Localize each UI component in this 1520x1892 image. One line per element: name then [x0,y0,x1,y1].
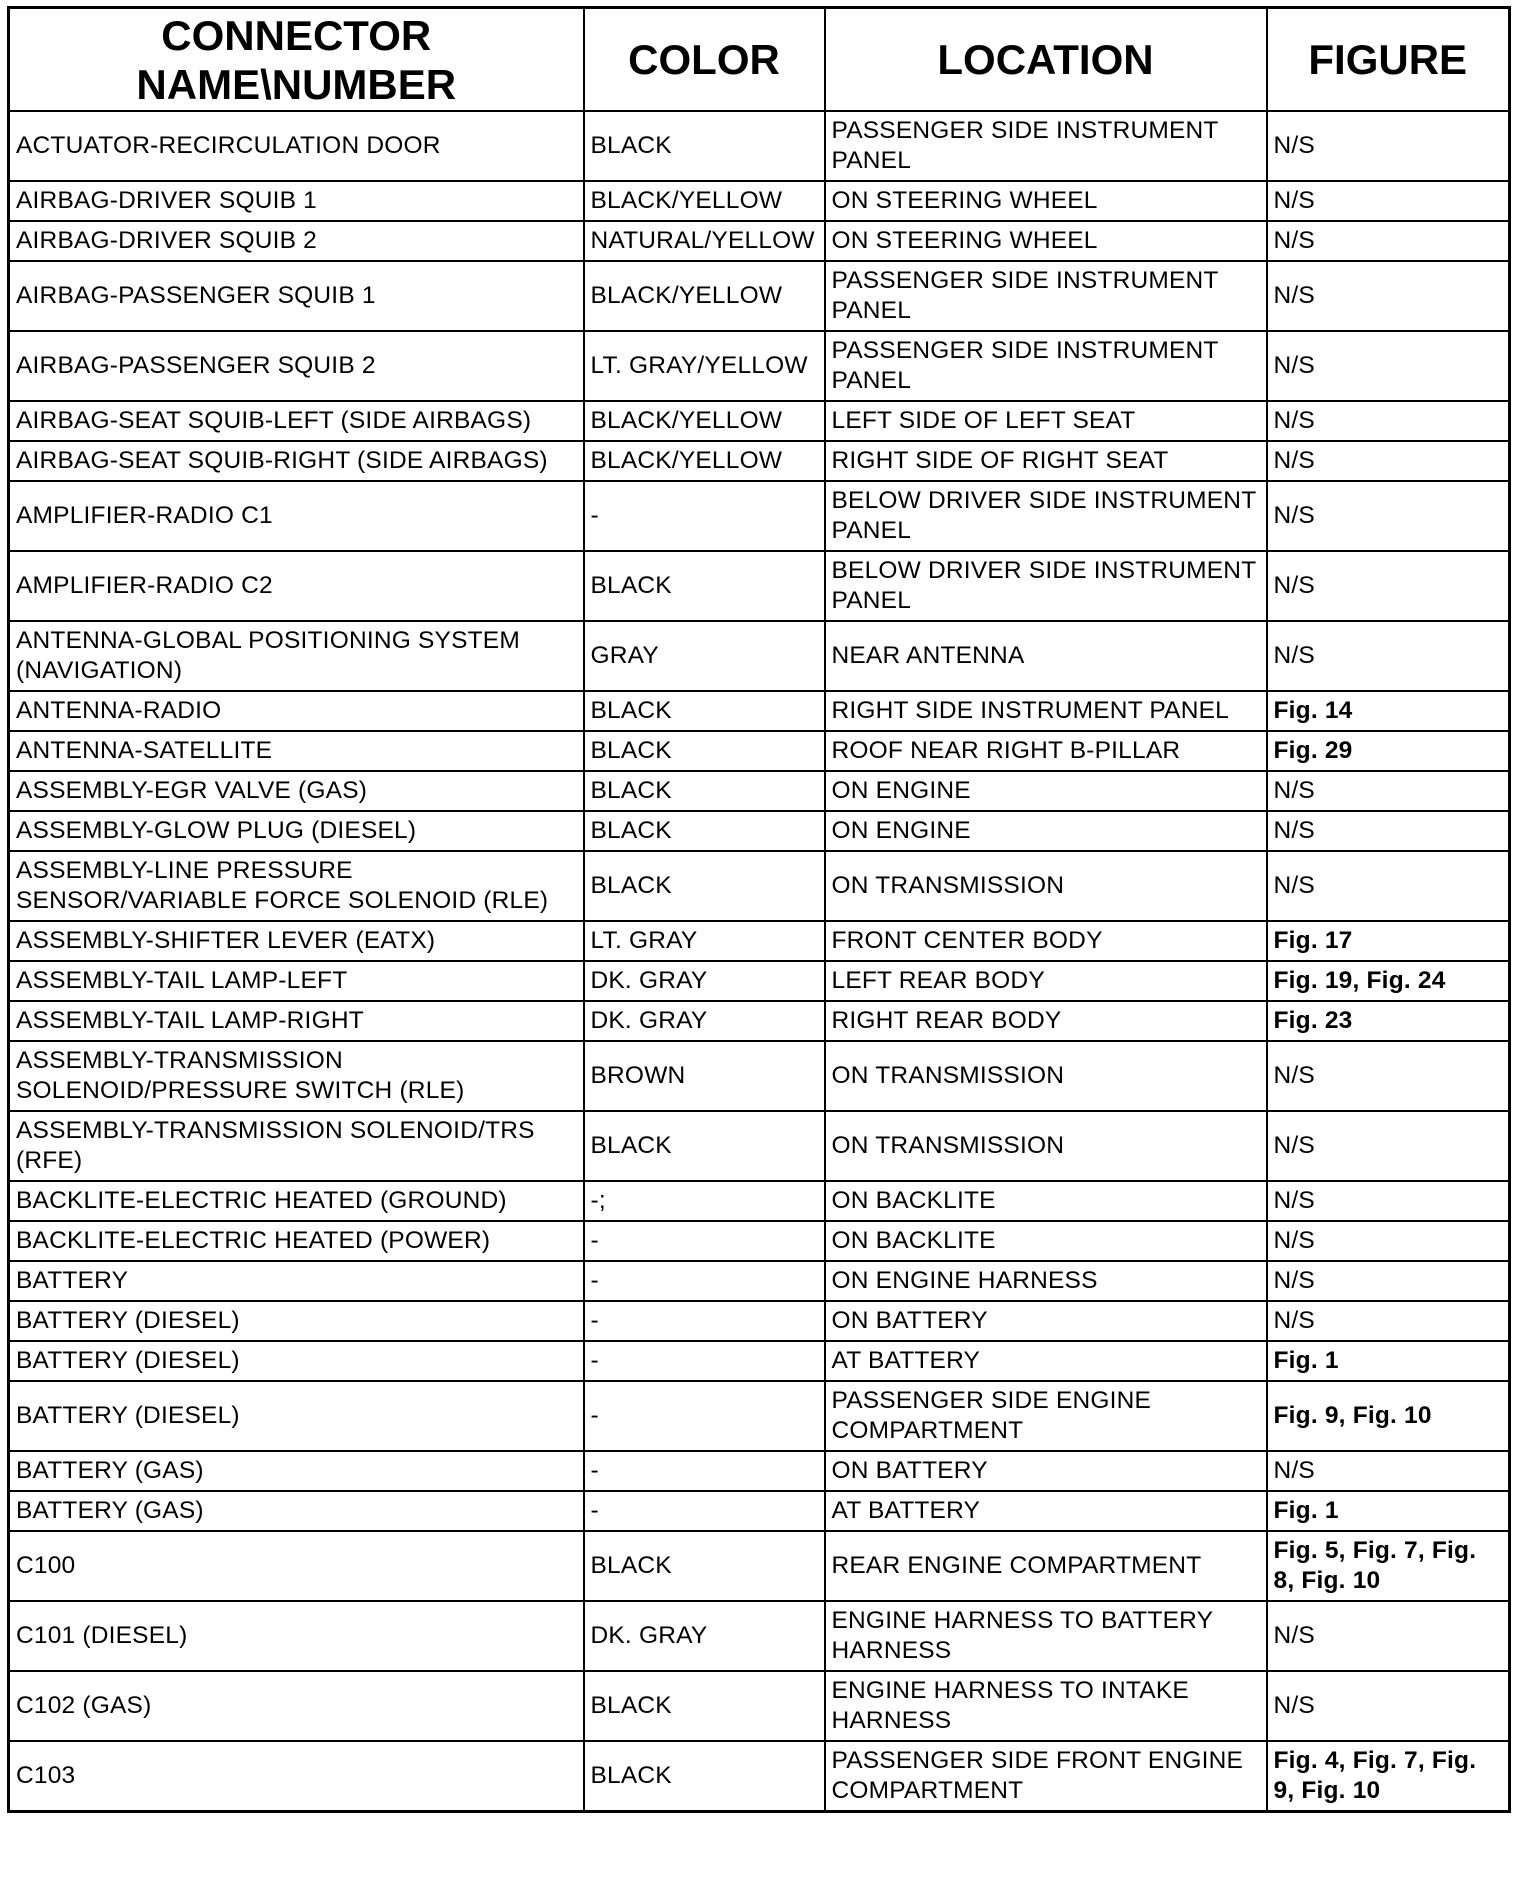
color-cell: - [584,481,825,551]
connector-name-cell: ANTENNA-RADIO [9,691,584,731]
table-row [9,481,1510,551]
location-cell: ENGINE HARNESS TO INTAKE HARNESS [825,1671,1267,1741]
connector-table [7,6,1511,1813]
table-row [9,731,1510,771]
figure-cell: N/S [1267,1601,1510,1671]
figure-cell: Fig. 4, Fig. 7, Fig. 9, Fig. 10 [1267,1741,1510,1812]
connector-name-cell: BACKLITE-ELECTRIC HEATED (POWER) [9,1221,584,1261]
location-cell: ON STEERING WHEEL [825,221,1267,261]
location-cell: PASSENGER SIDE ENGINE COMPARTMENT [825,1381,1267,1451]
figure-cell: N/S [1267,1671,1510,1741]
table-row [9,331,1510,401]
figure-cell: N/S [1267,261,1510,331]
location-cell: PASSENGER SIDE INSTRUMENT PANEL [825,261,1267,331]
color-cell: BLACK/YELLOW [584,441,825,481]
location-cell: RIGHT REAR BODY [825,1001,1267,1041]
location-cell: ON ENGINE [825,811,1267,851]
connector-name-cell: AIRBAG-PASSENGER SQUIB 1 [9,261,584,331]
figure-cell: N/S [1267,401,1510,441]
connector-name-cell: ASSEMBLY-TAIL LAMP-LEFT [9,961,584,1001]
connector-name-cell: C102 (GAS) [9,1671,584,1741]
table-row [9,221,1510,261]
figure-cell: N/S [1267,1041,1510,1111]
connector-name-cell: ASSEMBLY-TRANSMISSION SOLENOID/TRS (RFE) [9,1111,584,1181]
location-cell: PASSENGER SIDE FRONT ENGINE COMPARTMENT [825,1741,1267,1812]
color-cell: BLACK [584,111,825,181]
location-cell: ON ENGINE HARNESS [825,1261,1267,1301]
color-cell: NATURAL/YELLOW [584,221,825,261]
color-cell: BLACK [584,731,825,771]
connector-name-cell: AIRBAG-DRIVER SQUIB 1 [9,181,584,221]
figure-cell: N/S [1267,481,1510,551]
color-cell: DK. GRAY [584,1001,825,1041]
figure-cell: N/S [1267,1221,1510,1261]
table-row [9,771,1510,811]
connector-name-cell: AIRBAG-PASSENGER SQUIB 2 [9,331,584,401]
location-cell: AT BATTERY [825,1341,1267,1381]
color-cell: BLACK/YELLOW [584,261,825,331]
figure-cell: N/S [1267,621,1510,691]
connector-name-cell: AIRBAG-SEAT SQUIB-LEFT (SIDE AIRBAGS) [9,401,584,441]
color-cell: BLACK/YELLOW [584,181,825,221]
connector-name-cell: BATTERY (DIESEL) [9,1341,584,1381]
connector-name-cell: AMPLIFIER-RADIO C2 [9,551,584,621]
connector-name-cell: BACKLITE-ELECTRIC HEATED (GROUND) [9,1181,584,1221]
color-cell: BLACK [584,1671,825,1741]
location-cell: LEFT SIDE OF LEFT SEAT [825,401,1267,441]
location-cell: AT BATTERY [825,1491,1267,1531]
color-cell: -; [584,1181,825,1221]
figure-cell: Fig. 17 [1267,921,1510,961]
color-cell: - [584,1301,825,1341]
table-row [9,261,1510,331]
table-row [9,1451,1510,1491]
location-cell: ON TRANSMISSION [825,851,1267,921]
table-row [9,1671,1510,1741]
location-cell: ON TRANSMISSION [825,1111,1267,1181]
connector-name-cell: BATTERY [9,1261,584,1301]
table-row [9,441,1510,481]
table-row [9,111,1510,181]
figure-cell: N/S [1267,221,1510,261]
table-row [9,1601,1510,1671]
color-cell: BLACK [584,1531,825,1601]
location-cell: ON STEERING WHEEL [825,181,1267,221]
connector-name-cell: C100 [9,1531,584,1601]
figure-cell: Fig. 1 [1267,1341,1510,1381]
table-row [9,1381,1510,1451]
connector-name-cell: BATTERY (DIESEL) [9,1381,584,1451]
figure-cell: N/S [1267,331,1510,401]
location-cell: ON ENGINE [825,771,1267,811]
location-cell: ON BATTERY [825,1301,1267,1341]
table-row [9,181,1510,221]
figure-cell: N/S [1267,1181,1510,1221]
table-body [9,111,1510,1812]
color-cell: LT. GRAY [584,921,825,961]
header-figure: FIGURE [1267,8,1510,112]
table-row [9,921,1510,961]
table-row [9,961,1510,1001]
figure-cell: Fig. 29 [1267,731,1510,771]
location-cell: ON BATTERY [825,1451,1267,1491]
connector-name-cell: AIRBAG-SEAT SQUIB-RIGHT (SIDE AIRBAGS) [9,441,584,481]
table-row [9,401,1510,441]
color-cell: - [584,1381,825,1451]
connector-name-cell: ANTENNA-GLOBAL POSITIONING SYSTEM (NAVIGATION) [9,621,584,691]
color-cell: BLACK [584,1111,825,1181]
location-cell: LEFT REAR BODY [825,961,1267,1001]
location-cell: PASSENGER SIDE INSTRUMENT PANEL [825,111,1267,181]
connector-name-cell: C103 [9,1741,584,1812]
table-row [9,1111,1510,1181]
table-row [9,1261,1510,1301]
color-cell: - [584,1491,825,1531]
figure-cell: N/S [1267,1111,1510,1181]
location-cell: ENGINE HARNESS TO BATTERY HARNESS [825,1601,1267,1671]
table-row [9,1041,1510,1111]
table-row [9,851,1510,921]
table-row [9,1531,1510,1601]
color-cell: BLACK [584,1741,825,1812]
figure-cell: Fig. 14 [1267,691,1510,731]
connector-name-cell: BATTERY (GAS) [9,1451,584,1491]
figure-cell: N/S [1267,1451,1510,1491]
table-row [9,621,1510,691]
color-cell: DK. GRAY [584,1601,825,1671]
figure-cell: Fig. 19, Fig. 24 [1267,961,1510,1001]
location-cell: ROOF NEAR RIGHT B-PILLAR [825,731,1267,771]
connector-name-cell: ASSEMBLY-GLOW PLUG (DIESEL) [9,811,584,851]
figure-cell: N/S [1267,441,1510,481]
figure-cell: N/S [1267,811,1510,851]
figure-cell: N/S [1267,1301,1510,1341]
location-cell: FRONT CENTER BODY [825,921,1267,961]
location-cell: BELOW DRIVER SIDE INSTRUMENT PANEL [825,551,1267,621]
figure-cell: Fig. 5, Fig. 7, Fig. 8, Fig. 10 [1267,1531,1510,1601]
table-row [9,1741,1510,1812]
table-row [9,691,1510,731]
color-cell: BLACK [584,851,825,921]
connector-name-cell: ANTENNA-SATELLITE [9,731,584,771]
table-row [9,1001,1510,1041]
location-cell: REAR ENGINE COMPARTMENT [825,1531,1267,1601]
header-connector-name: CONNECTOR NAME\NUMBER [9,8,584,112]
table-row [9,1491,1510,1531]
connector-name-cell: ASSEMBLY-SHIFTER LEVER (EATX) [9,921,584,961]
color-cell: BLACK/YELLOW [584,401,825,441]
table-row [9,1301,1510,1341]
header-location: LOCATION [825,8,1267,112]
connector-name-cell: AMPLIFIER-RADIO C1 [9,481,584,551]
figure-cell: Fig. 23 [1267,1001,1510,1041]
figure-cell: Fig. 1 [1267,1491,1510,1531]
color-cell: BLACK [584,771,825,811]
connector-name-cell: ASSEMBLY-EGR VALVE (GAS) [9,771,584,811]
connector-name-cell: ASSEMBLY-TRANSMISSION SOLENOID/PRESSURE SWITCH (RLE) [9,1041,584,1111]
connector-name-cell: ASSEMBLY-LINE PRESSURE SENSOR/VARIABLE FORCE SOLENOID (RLE) [9,851,584,921]
color-cell: - [584,1221,825,1261]
table-row [9,811,1510,851]
figure-cell: N/S [1267,551,1510,621]
connector-name-cell: ASSEMBLY-TAIL LAMP-RIGHT [9,1001,584,1041]
color-cell: - [584,1261,825,1301]
figure-cell: N/S [1267,1261,1510,1301]
location-cell: ON BACKLITE [825,1221,1267,1261]
location-cell: RIGHT SIDE INSTRUMENT PANEL [825,691,1267,731]
figure-cell: N/S [1267,851,1510,921]
color-cell: - [584,1451,825,1491]
color-cell: LT. GRAY/YELLOW [584,331,825,401]
location-cell: ON BACKLITE [825,1181,1267,1221]
connector-name-cell: ACTUATOR-RECIRCULATION DOOR [9,111,584,181]
table-header [9,8,1510,112]
connector-name-cell: AIRBAG-DRIVER SQUIB 2 [9,221,584,261]
location-cell: ON TRANSMISSION [825,1041,1267,1111]
figure-cell: N/S [1267,771,1510,811]
location-cell: PASSENGER SIDE INSTRUMENT PANEL [825,331,1267,401]
color-cell: GRAY [584,621,825,691]
color-cell: BLACK [584,811,825,851]
color-cell: BLACK [584,551,825,621]
table-row [9,551,1510,621]
color-cell: DK. GRAY [584,961,825,1001]
connector-name-cell: BATTERY (DIESEL) [9,1301,584,1341]
header-color: COLOR [584,8,825,112]
table-row [9,1341,1510,1381]
color-cell: - [584,1341,825,1381]
figure-cell: Fig. 9, Fig. 10 [1267,1381,1510,1451]
color-cell: BLACK [584,691,825,731]
location-cell: NEAR ANTENNA [825,621,1267,691]
location-cell: RIGHT SIDE OF RIGHT SEAT [825,441,1267,481]
location-cell: BELOW DRIVER SIDE INSTRUMENT PANEL [825,481,1267,551]
table-row [9,1181,1510,1221]
figure-cell: N/S [1267,111,1510,181]
connector-name-cell: C101 (DIESEL) [9,1601,584,1671]
table-row [9,1221,1510,1261]
figure-cell: N/S [1267,181,1510,221]
connector-name-cell: BATTERY (GAS) [9,1491,584,1531]
color-cell: BROWN [584,1041,825,1111]
